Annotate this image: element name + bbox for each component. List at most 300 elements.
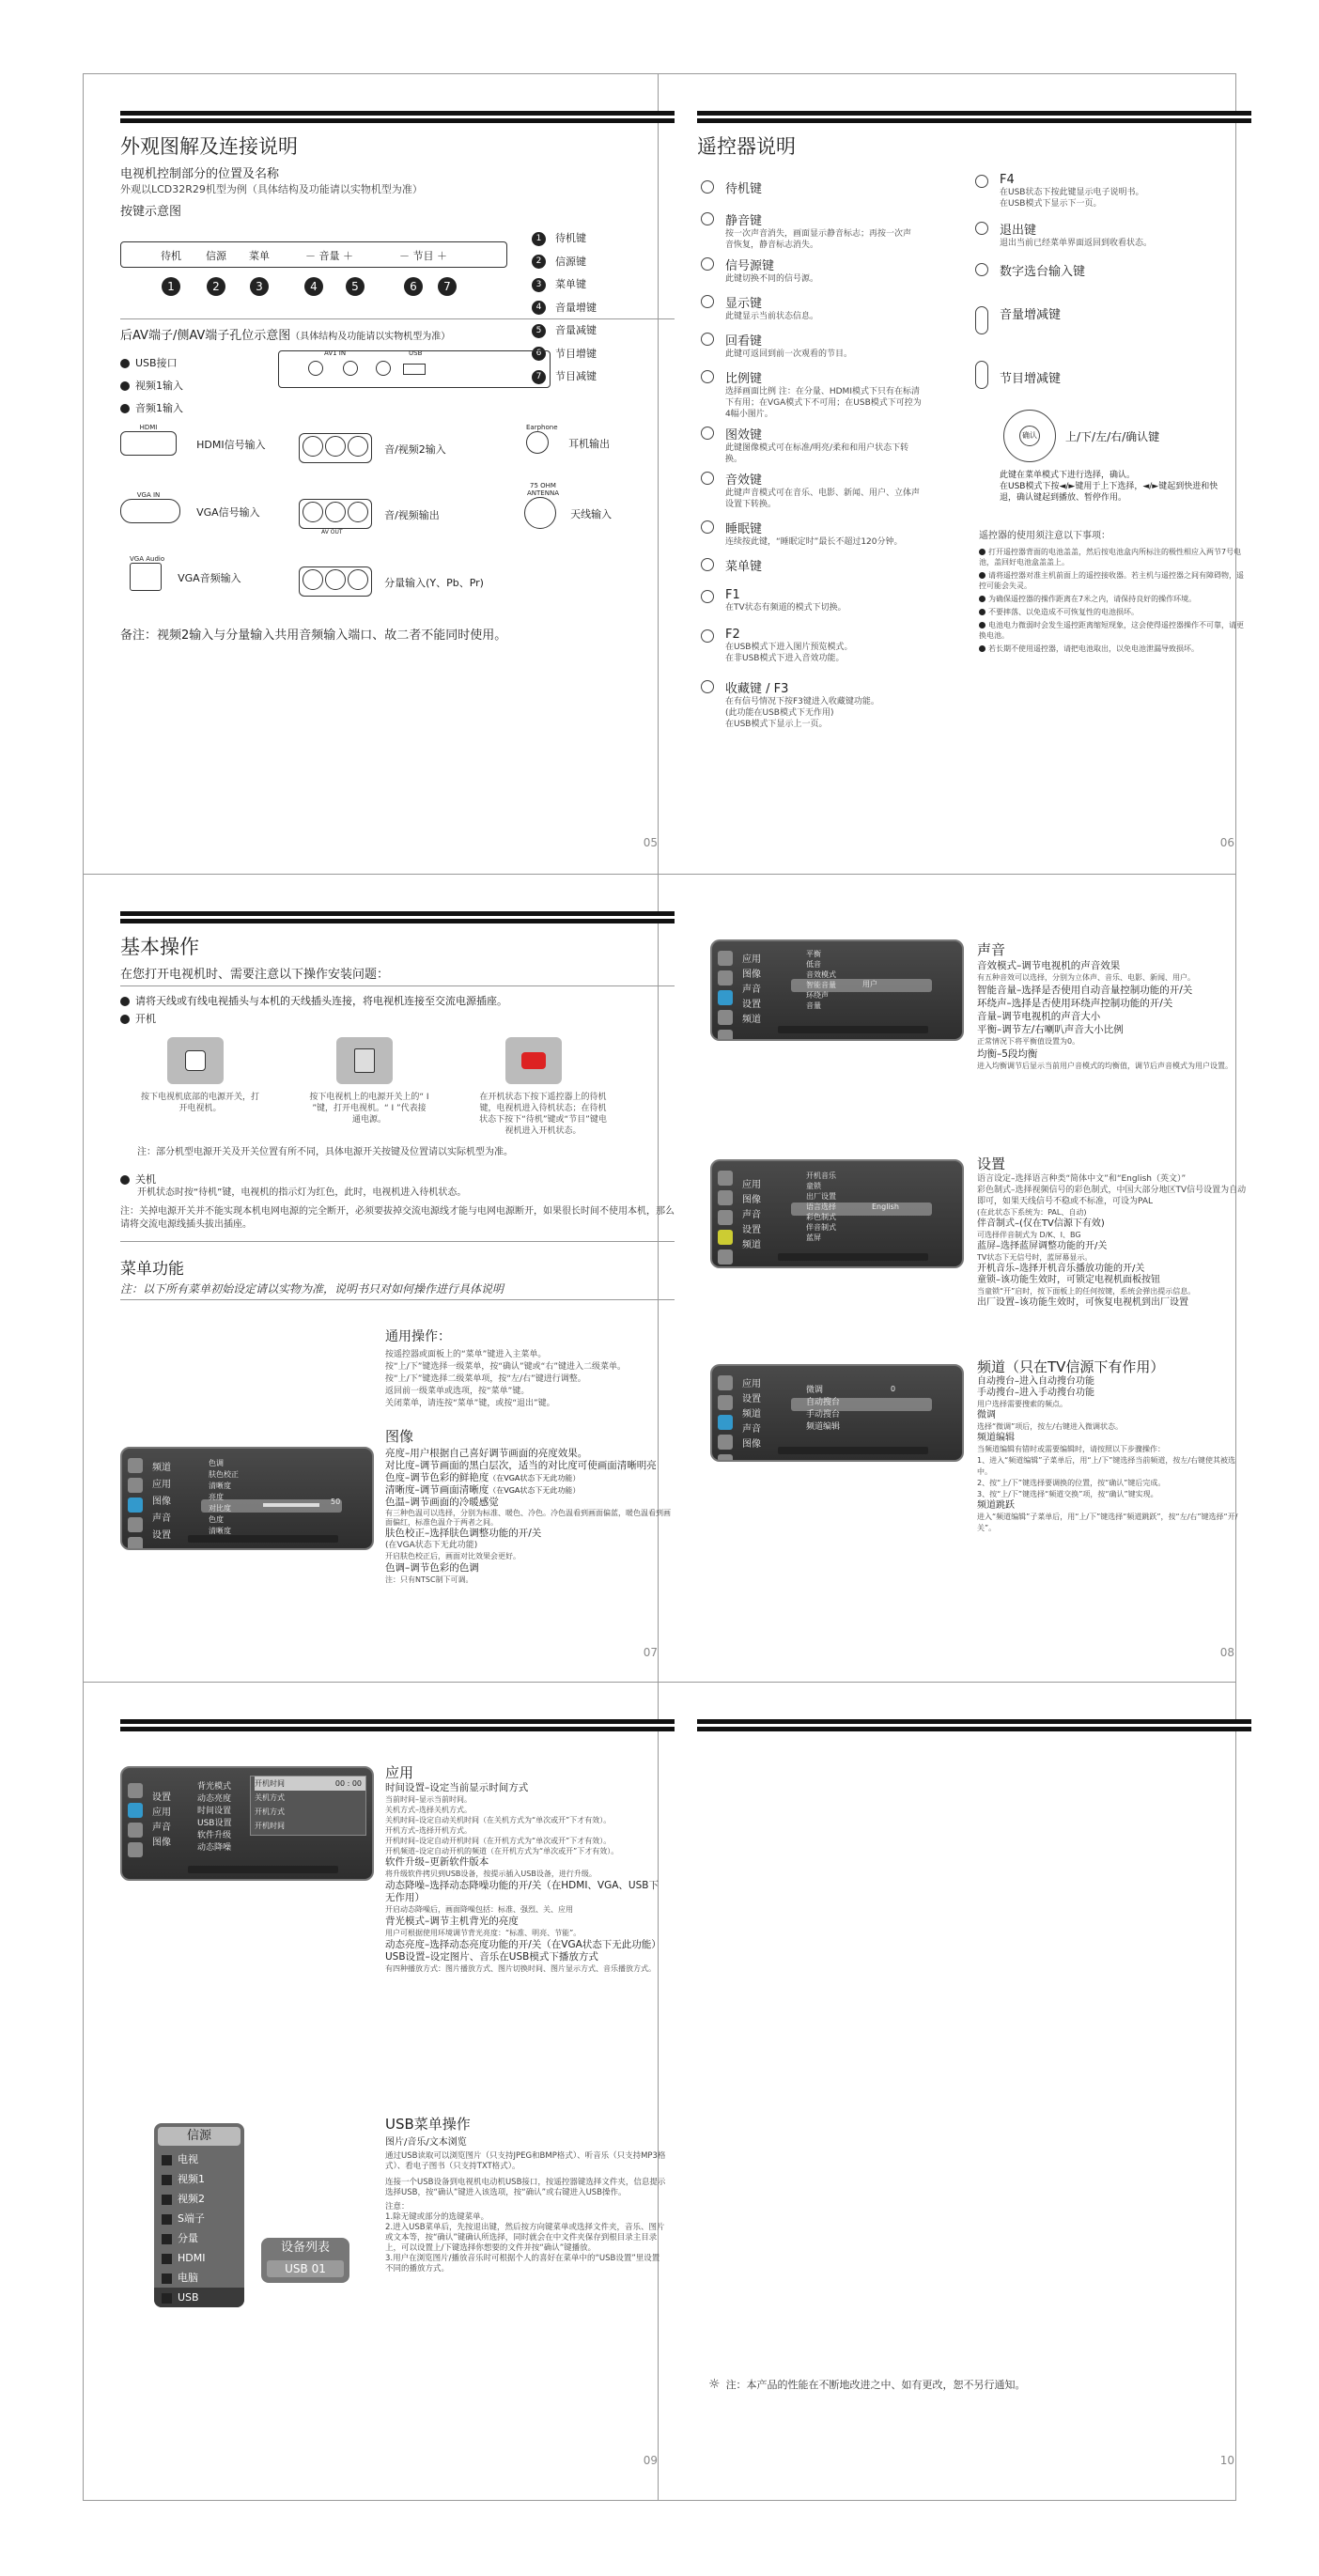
key-desc: 连续按此键，“睡眠定时”最长不超过120分钟。 [725, 537, 903, 547]
power-switch-1 [167, 1037, 224, 1084]
menu-item: 图像 [152, 1838, 171, 1848]
key-desc: 此键声音模式可在音乐、电影、新闻、用户、立体声设置下转换。 [725, 489, 921, 509]
dpad-ok: 确认 [1019, 426, 1040, 446]
hdmi-port [120, 424, 266, 456]
menu-item: 设置 [742, 1000, 761, 1010]
remark: 备注：视频2输入与分量输入共用音频输入端口、故二者不能同时使用。 [120, 628, 507, 643]
menu-item: 应用 [152, 1808, 171, 1818]
notice [708, 2377, 1026, 2392]
key-name: 睡眠键 [725, 522, 763, 536]
menu-item: 频道 [742, 1015, 761, 1025]
tv-button-panel [120, 241, 507, 268]
rear-item: 视频1输入 [135, 380, 183, 392]
aspect-icon [701, 370, 714, 383]
page-number: 07 [643, 1646, 658, 1659]
note-item: 打开遥控器背面的电池盖盖，然后按电池盒内所标注的极性相应入两节7号电池，盖回好电池盒盖盖上。 [979, 548, 1242, 566]
channel-title: 频道（只在TV信源下有作用） [977, 1358, 1165, 1375]
keys-heading: 按键示意图 [120, 205, 182, 219]
recall-icon [701, 333, 714, 346]
app-section [385, 1762, 667, 1975]
picture-mode-icon [701, 427, 714, 440]
bullet [979, 622, 985, 628]
key-name: 待机键 [725, 182, 763, 196]
sound-mode-icon [701, 472, 714, 485]
callout-2: 2 [207, 277, 225, 296]
key-desc: 退出当前已经菜单界面返回到收看状态。 [1000, 239, 1153, 248]
key-name: 菜单键 [725, 560, 763, 574]
submenu-item: 童锁 [806, 1182, 821, 1190]
rear-heading-note: （具体结构及功能请以实物机型为准） [290, 332, 451, 342]
usb-subtitle: 图片/音乐/文本浏览 [385, 2137, 467, 2148]
menu-note: 注：以下所有菜单初始设定请以实物为准，说明书只对如何操作进行具体说明 [120, 1282, 675, 1300]
legend-num: 6 [532, 347, 546, 361]
menu-item: 图像 [152, 1497, 171, 1507]
step-3: 关机 [135, 1173, 156, 1186]
submenu-item: 清晰度 [209, 1482, 231, 1490]
key-name: F2 [725, 628, 740, 642]
key-desc: 选择画面比例 注：在分量、HDMI模式下只有在标清下有用；在VGA模式下不可用；在USB模式下可控为4幅小图片。 [725, 387, 922, 419]
power-caption-2: 按下电视机上的电源开关上的“ I ”键，打开电视机。“ I ”代表接通电源。 [309, 1093, 429, 1125]
title-rule [697, 111, 1251, 118]
exit-icon [975, 222, 988, 235]
line-title: 平衡–调节左/右喇叭声音大小比例 [977, 1024, 1124, 1035]
key-name: 显示键 [725, 297, 763, 311]
line-title: 伴音制式–(仅在TV信源下有效) [977, 1218, 1105, 1229]
source-label: 电视 [178, 2153, 198, 2165]
submenu-item: 动态亮度 [197, 1794, 232, 1804]
legend-num: 7 [532, 370, 546, 384]
title-rule [120, 911, 675, 919]
menu-item: 声音 [742, 1210, 761, 1220]
line-note: (在VGA状态下无此功能) [385, 1541, 478, 1550]
general-line: 按“上/下”键选择一级菜单，按“确认”键或“右”键进入二级菜单。 [385, 1362, 627, 1372]
line-note: 将升级软件拷贝到USB设备，按提示插入USB设备，进行升级。 [385, 1870, 597, 1878]
submenu-item: 清晰度 [209, 1527, 231, 1535]
volume-icon [975, 306, 988, 334]
av-usb-panel [278, 350, 551, 388]
av2-port [299, 433, 446, 463]
f2-icon [701, 629, 714, 643]
svideo-icon [162, 2214, 172, 2225]
step-3-desc: 开机状态时按“待机”键，电视机的指示灯为红色，此时，电视机进入待机状态。 [137, 1187, 467, 1198]
earphone-label: 耳机输出 [568, 437, 611, 450]
source-label: 分量 [178, 2232, 198, 2244]
sound-title: 声音 [977, 941, 1006, 958]
line-title: 清晰度–调节画面清晰度 [385, 1484, 489, 1496]
line-title: 均衡–5段均衡 [977, 1048, 1038, 1060]
key-name: 信号源键 [725, 259, 775, 273]
general-title: 通用操作： [385, 1329, 451, 1344]
power-diagram [120, 1032, 675, 1172]
remote-notes [979, 530, 1246, 657]
key-name: 退出键 [1000, 224, 1037, 238]
vga-port [120, 491, 260, 523]
source-label: 信源 [206, 250, 226, 262]
note-item: 为确保遥控器的操作距离在7米之内，请保持良好的操作环境。 [988, 595, 1197, 603]
vga-audio-port [130, 555, 241, 591]
menu-label: 菜单 [249, 250, 270, 262]
picture-section [385, 1426, 673, 1586]
remote-key [1000, 359, 1061, 386]
legend-num: 5 [532, 324, 546, 338]
line-title: 频道编辑 [977, 1433, 1015, 1443]
source-item-usb[interactable] [154, 2288, 244, 2307]
avout-tag: AV OUT [321, 529, 343, 535]
legend-item: 菜单键 [555, 278, 586, 290]
usb-label: USB [409, 349, 423, 357]
submenu-item: 对比度 [209, 1504, 231, 1513]
source-item-tv[interactable] [154, 2149, 244, 2169]
model-note: 外观以LCD32R29机型为例（具体结构及功能请以实物机型为准） [120, 183, 423, 195]
usb-port [403, 364, 426, 375]
title-rule [120, 111, 675, 118]
picture-menu-screenshot [120, 1447, 374, 1550]
remote-key [725, 293, 818, 322]
display-icon [701, 295, 714, 308]
usb-para: 注意： [385, 2202, 410, 2211]
selected-value: 0 [891, 1385, 896, 1393]
legend-num: 3 [532, 278, 546, 292]
submenu-item: 手动搜台 [806, 1410, 841, 1420]
note-item: 请将遥控器对准主机前面上的遥控接收器。若主机与遥控器之间有障碍物，遥控可能会失灵。 [979, 571, 1244, 590]
av-icon [162, 2195, 172, 2205]
source-item-pc[interactable] [154, 2268, 244, 2288]
submenu-item: 背光模式 [197, 1782, 232, 1792]
notes-title: 遥控器的使用须注意以下事项： [979, 531, 1110, 541]
menu-item: 应用 [152, 1480, 171, 1490]
remote-key [1000, 220, 1152, 249]
source-item-av1[interactable] [154, 2169, 244, 2189]
line-note: 开启肤色校正后，画面对比效果会更好。 [385, 1552, 520, 1560]
volume-label: － 音量 ＋ [305, 250, 353, 262]
port-grid [120, 424, 675, 621]
menu-title: 菜单功能 [120, 1260, 184, 1279]
source-menu-title: 信源 [158, 2127, 241, 2146]
line-title: 亮度–用户根据自己喜好调节画面的亮度效果。 [385, 1448, 588, 1459]
line-title: 童锁–该功能生效时，可锁定电视机面板按钮 [977, 1275, 1160, 1285]
remote-key [725, 519, 923, 548]
setup-title: 设置 [977, 1156, 1006, 1172]
selected-value: 用户 [862, 980, 877, 988]
submenu-item: 平衡 [806, 950, 821, 958]
usb-para: 通过USB读取可以浏览图片（只支持JPEG和BMP格式）、听音乐（只支持MP3格式）、看电子图书（只支持TXT格式）。 [385, 2151, 666, 2171]
hdmi-tag: HDMI [139, 424, 158, 431]
line-note: 1、进入“频道编辑”子菜单后，用“上/下”键选择当前频道，按左/右键使其被选中。 [977, 1456, 1236, 1476]
menu-item: 声音 [152, 1823, 171, 1833]
source-label: 视频1 [178, 2173, 205, 2185]
page-09 [120, 1719, 675, 2480]
menu-item: 图像 [742, 1195, 761, 1205]
general-line: 返回前一级菜单或选项，按“菜单”键。 [385, 1387, 530, 1396]
general-operation [385, 1327, 667, 1410]
submenu-item: 肤色校正 [209, 1470, 239, 1479]
menu-icon [701, 558, 714, 571]
legend-item: 节目减键 [555, 370, 597, 382]
menu-item: 声音 [742, 1424, 761, 1435]
power-switch-2 [336, 1037, 393, 1084]
component-connector [299, 566, 372, 597]
bullet [120, 359, 130, 368]
step-2: 开机 [135, 1013, 156, 1025]
f1-icon [701, 590, 714, 603]
legend-num: 1 [532, 232, 546, 246]
sleep-icon [701, 520, 714, 534]
row-divider [83, 1682, 1236, 1683]
line-note: 用户可根据使用环境调节背光亮度：“标准、明亮、节能”。 [385, 1929, 582, 1937]
line-title: 智能音量–选择是否使用自动音量控制功能的开/关 [977, 985, 1193, 996]
line-note: （在VGA状态下无此功能） [489, 1474, 581, 1482]
callout-7: 7 [438, 277, 457, 296]
bullet [120, 997, 130, 1006]
page-07 [120, 911, 675, 1672]
power-warning: 注：关掉电源开关并不能实现本机电网电源的完全断开，必须要拔掉交流电源线才能与电网电源断开，如果很长时间不使用本机，那么请将交流电源线插头拔出插座。 [120, 1205, 675, 1242]
key-name: F1 [725, 588, 740, 602]
key-desc: 在USB状态下按此键显示电子说明书。 在USB模式下显示下一页。 [1000, 188, 1144, 209]
power-icon [701, 180, 714, 194]
submenu-item: 色度 [209, 1515, 224, 1524]
line-note: 开启动态降噪后，画面降噪包括：标准、强烈、关、应用 [385, 1905, 573, 1914]
vga-audio-label: VGA音频输入 [178, 571, 241, 584]
line-note: 3、按“上/下”键选择“频道交换”项，按“确认”键实现。 [977, 1490, 1158, 1498]
usb-para: 1.除无键或部分的选键菜单。 [385, 2212, 489, 2222]
submenu-item: 伴音制式 [806, 1223, 836, 1232]
key-desc: 在TV状态有频道的模式下切换。 [725, 603, 846, 613]
line-note: 正常情况下将平衡值设置为0。 [977, 1037, 1080, 1046]
menu-item: 频道 [742, 1240, 761, 1250]
key-desc: 此键切换不同的信号源。 [725, 274, 819, 284]
note-item: 电池电力微弱时会发生遥控距离缩短现象，这会使得遥控器操作不可靠，请更换电池。 [979, 621, 1244, 640]
usb-icon [162, 2293, 172, 2304]
sound-section [977, 939, 1249, 1072]
menu-item: 应用 [742, 954, 761, 965]
remote-key [1000, 304, 1061, 322]
line-title: USB设置–设定图片、音乐在USB模式下播放方式 [385, 1951, 598, 1963]
usb-title: USB菜单操作 [385, 2116, 471, 2133]
key-name: F4 [1000, 173, 1015, 187]
tv-icon [162, 2155, 172, 2165]
av2-label: 音/视频2输入 [384, 442, 446, 456]
time-submenu [250, 1776, 366, 1836]
app-menu-screenshot [120, 1766, 374, 1881]
menu-item: 声音 [152, 1513, 171, 1524]
antenna-jack [524, 497, 556, 529]
note-item: 不要摔落、以免造成不可恢复性的电池损坏。 [988, 608, 1139, 616]
rear-list [120, 352, 183, 420]
submenu-item: 环绕声 [806, 991, 829, 1000]
earphone-jack [526, 431, 549, 454]
usb-para: 连接一个USB设备到电视机电动机USB接口，按遥控器键选择文件夹，信息提示选择USB，按“确认”键进入该选项，按“确认”或右键进入USB操作。 [385, 2178, 666, 2197]
callout-1: 1 [162, 277, 180, 296]
submenu-item: 色调 [209, 1459, 224, 1467]
source-item-component[interactable] [154, 2228, 244, 2248]
power-note: 注：部分机型电源开关及开关位置有所不同，具体电源开关按键及位置请以实际机型为准。 [137, 1147, 513, 1157]
sound-menu-screenshot [710, 939, 964, 1041]
component-port [299, 566, 484, 597]
line-note: 当频道编辑有错时或需要编辑时，请按照以下步骤操作： [977, 1445, 1165, 1453]
source-label: HDMI [178, 2252, 206, 2264]
bullet [120, 1175, 130, 1185]
key-name: 数字选台输入键 [1000, 265, 1086, 279]
submenu-item: 蓝屏 [806, 1234, 821, 1242]
setup-section [977, 1154, 1249, 1309]
page-10 [697, 1719, 1251, 2480]
bullet [979, 609, 985, 615]
general-line: 按遥控器或面板上的“菜单”键进入主菜单。 [385, 1350, 547, 1359]
bullet [120, 381, 130, 391]
page-number: 08 [1219, 1646, 1234, 1659]
line-title: 软件升级–更新软件版本 [385, 1856, 489, 1868]
menu-item: 图像 [742, 970, 761, 980]
standby-label: 待机 [161, 250, 181, 262]
line-title: 对比度–调节画面的黑白层次，适当的对比度可使画面清晰明亮 [385, 1460, 657, 1471]
channel-menu-screenshot [710, 1364, 964, 1462]
key-name: 比例键 [725, 372, 763, 386]
submenu-item: 智能音量 [806, 981, 836, 989]
time-item: 关机方式 [255, 1793, 285, 1802]
dpad-icon [1003, 410, 1056, 462]
device-item[interactable]: USB 01 [267, 2260, 344, 2277]
page-title: 遥控器说明 [697, 135, 796, 158]
remote-key [725, 178, 762, 196]
submenu-item: 开机音乐 [806, 1172, 836, 1180]
earphone-tag: Earphone [526, 424, 558, 431]
callout-3: 3 [250, 277, 269, 296]
remote-key [725, 588, 846, 613]
source-item-hdmi[interactable] [154, 2248, 244, 2268]
picture-title: 图像 [385, 1428, 414, 1445]
remote-key [725, 678, 879, 730]
page-number: 05 [643, 836, 658, 849]
source-item-av2[interactable] [154, 2189, 244, 2209]
dpad-desc: 此键在菜单模式下进行选择，确认。 在USB模式下按◄/►键用于上下选择，◄/►键起到快进和快退，确认键起到播放、暂停作用。 [1000, 471, 1218, 503]
menu-item: 频道 [742, 1409, 761, 1420]
submenu-item: 时间设置 [197, 1807, 232, 1816]
av2-connector [299, 433, 372, 463]
antenna-port [524, 482, 612, 529]
submenu-item: 微调 [806, 1386, 824, 1395]
vga-audio-connector [130, 563, 162, 591]
rear-heading-text: 后AV端子/侧AV端子孔位示意图 [120, 329, 291, 343]
mute-icon [701, 212, 714, 225]
slider-value: 50 [331, 1497, 341, 1506]
remote-key [725, 425, 923, 465]
power-switch-3 [505, 1037, 562, 1084]
av-icon [162, 2175, 172, 2185]
component-icon [162, 2234, 172, 2244]
line-note: 有三种色温可以选择，分别为标准、暖色、冷色。冷色温看到画面偏蓝，暖色温看到画面偏红，标准色温介于两者之间。 [385, 1509, 671, 1527]
page-subtitle: 电视机控制部分的位置及名称 [120, 167, 280, 181]
line-note: 注：只有NTSC制下可调。 [385, 1575, 473, 1584]
line-title: 自动搜台–进入自动搜台功能 [977, 1376, 1094, 1387]
line-note: TV状态下无信号时，蓝屏幕显示。 [977, 1253, 1093, 1262]
pc-icon [162, 2273, 172, 2284]
submenu-item: 彩色制式 [806, 1213, 836, 1221]
app-title: 应用 [385, 1764, 414, 1781]
key-desc: 此键可返回到前一次观看的节目。 [725, 349, 853, 359]
earphone-port [526, 424, 610, 454]
submenu-item: 频道编辑 [806, 1422, 841, 1432]
line-note: 用户选择需要搜索的频点。 [977, 1400, 1067, 1408]
vga-label: VGA信号输入 [196, 505, 260, 519]
line-note: 彩色制式–选择视频信号的彩色制式，中国大部分地区TV信号设置为自动即可，如果天线信号不稳或不标准，可设为PAL [977, 1186, 1247, 1206]
source-icon [701, 257, 714, 271]
line-title: 动态降噪–选择动态降噪功能的开/关（在HDMI、VGA、USB下无作用） [385, 1880, 659, 1903]
bullet [979, 572, 985, 579]
time-item: 开机时间 [255, 1822, 285, 1830]
page-subtitle: 在您打开电视机时、需要注意以下操作安装问题： [120, 964, 675, 986]
remote-key [725, 368, 923, 420]
line-title: 环绕声–选择是否使用环绕声控制功能的开/关 [977, 998, 1173, 1009]
line-note: 可选择伴音制式为 D/K、I、BG [977, 1231, 1081, 1239]
avout-label: 音/视频输出 [384, 508, 440, 521]
source-label: 电脑 [178, 2272, 198, 2284]
line-note: (在此状态下系统为：PAL、自动) [977, 1208, 1087, 1217]
selected-value: English [872, 1203, 899, 1211]
submenu-item: 音效模式 [806, 970, 836, 979]
line-note: 选择“微调”项后，按左/右键进入微调状态。 [977, 1422, 1123, 1431]
line-note: 进入均衡调节后显示当前用户音模式的均衡值，调节后声音模式为用户设置。 [977, 1062, 1233, 1070]
key-name: 音量增减键 [1000, 308, 1062, 322]
submenu-item: 自动搜台 [806, 1398, 841, 1407]
antenna-tag: 75 OHM ANTENNA [527, 482, 559, 497]
line-title: 色度–调节色彩的鲜艳度 [385, 1472, 489, 1483]
key-name: 收藏键 / F3 [725, 682, 789, 696]
channel-icon [975, 361, 988, 389]
legend-item: 信源键 [555, 255, 586, 268]
line-title: 蓝屏–选择蓝屏调整功能的开/关 [977, 1241, 1108, 1251]
note-item: 若长期不使用遥控器，请把电池取出，以免电池泄漏导致损坏。 [988, 644, 1199, 653]
line-note: 有五种音效可以选择，分别为立体声、音乐、电影、新闻、用户。 [977, 973, 1195, 982]
key-desc: 此键显示当前状态信息。 [725, 312, 819, 321]
submenu-item: 动态降噪 [197, 1843, 232, 1853]
key-desc: 在有信号情况下按F3键进入收藏键功能。 (此功能在USB模式下无作用) 在USB模式下显示上一页。 [725, 697, 879, 729]
menu-item: 设置 [742, 1394, 761, 1404]
source-label: S端子 [178, 2212, 205, 2225]
setup-menu-screenshot [710, 1159, 964, 1268]
bullet [120, 1015, 130, 1024]
general-line: 关闭菜单，请连按“菜单”键，或按“退出”键。 [385, 1399, 555, 1408]
rear-item: 音频1输入 [135, 402, 183, 414]
submenu-item: 软件升级 [197, 1831, 232, 1840]
key-name: 图效键 [725, 428, 763, 442]
line-title: 手动搜台–进入手动搜台功能 [977, 1388, 1094, 1398]
rear-panel [120, 347, 675, 424]
component-label: 分量输入(Y、Pb、Pr) [384, 576, 484, 589]
line-title: 微调 [977, 1410, 996, 1420]
submenu-item: 亮度 [209, 1493, 224, 1501]
rear-item: USB接口 [135, 357, 178, 369]
legend-item: 待机键 [555, 232, 586, 244]
vga-connector [120, 499, 180, 523]
remote-key [725, 331, 852, 360]
hdmi-connector [120, 431, 177, 456]
device-list-title: 设备列表 [280, 2241, 330, 2255]
submenu-item: 低音 [806, 960, 821, 969]
source-item-svideo[interactable] [154, 2209, 244, 2228]
bullet [979, 645, 985, 652]
title-rule [697, 1719, 1251, 1727]
line-note: 当前时间–显示当前时间。 关机方式–选择关机方式。 关机时间–设定自动关机时间（在关机方式为“单次或开”下才有效）。 开机方式–选择开机方式。 开机时间–设定自动开机时间（在开机方式为“单次或开”下才有效）。 开机频道–设定自动开机的频道（在开机方式为“单次或开”下才有效）。 [385, 1795, 619, 1855]
line-title: 背光模式–调节主机背光的亮度 [385, 1916, 519, 1927]
row-divider [83, 874, 1236, 875]
submenu-item: USB设置 [197, 1819, 232, 1828]
channel-section [977, 1357, 1249, 1534]
hdmi-label: HDMI信号输入 [196, 438, 266, 451]
time-value: 00 : 00 [334, 1779, 362, 1788]
menu-item: 应用 [742, 1379, 761, 1389]
submenu-item: 音量 [806, 1001, 821, 1010]
remote-key [725, 556, 762, 574]
